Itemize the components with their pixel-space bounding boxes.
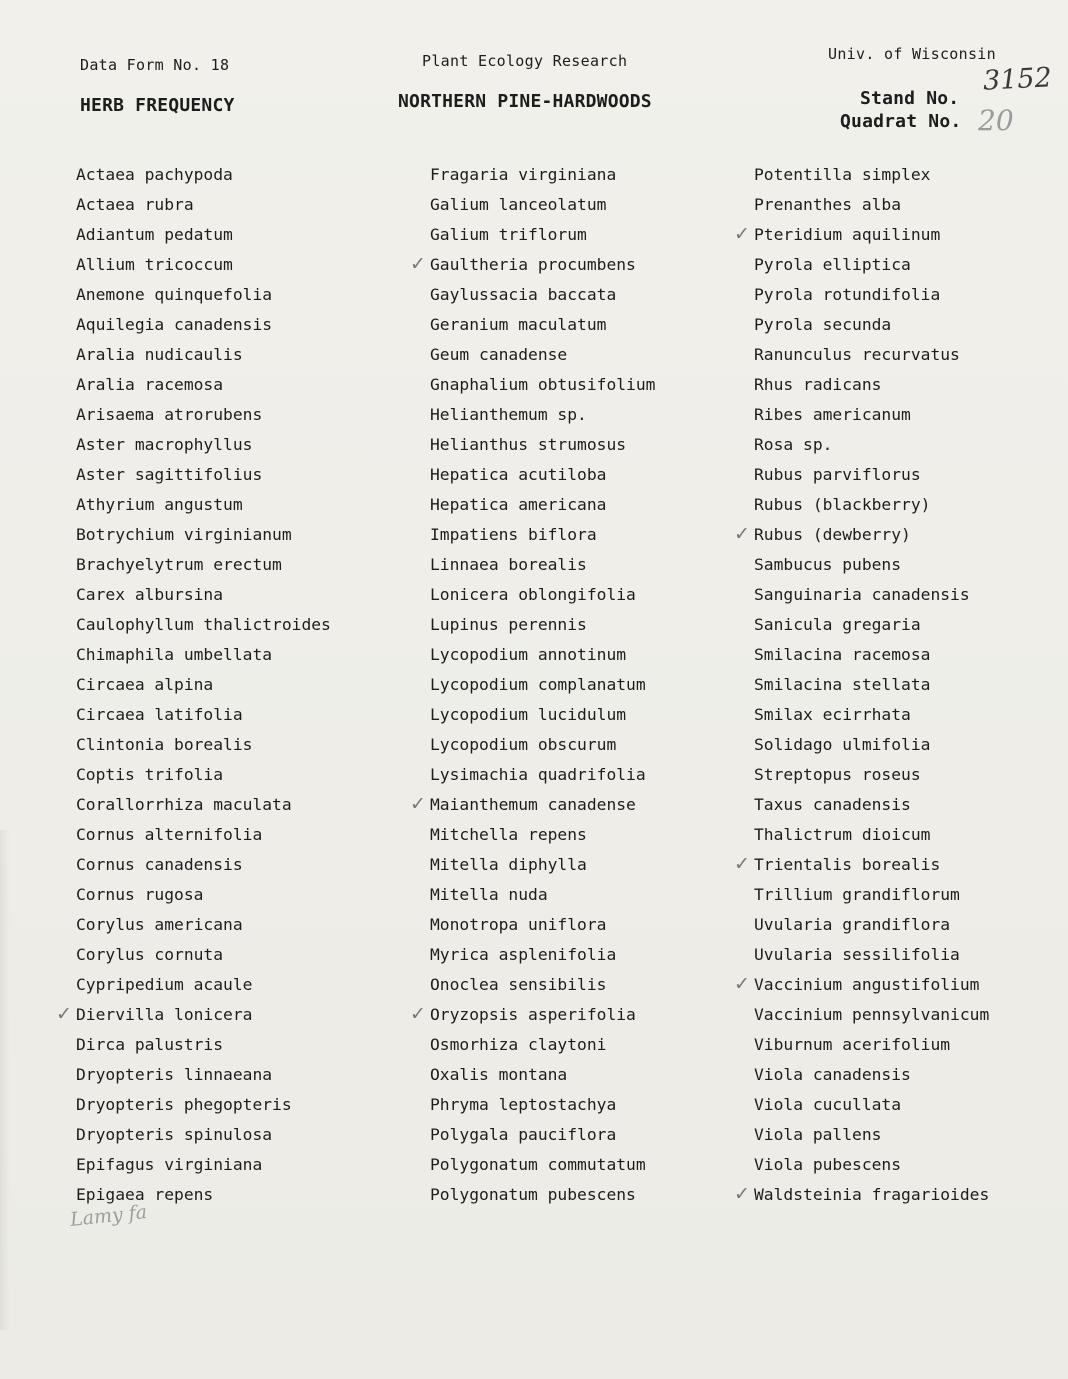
species-name: Allium tricoccum (76, 255, 233, 274)
species-item (754, 790, 989, 820)
species-name: Aquilegia canadensis (76, 315, 273, 334)
species-name: Coptis trifolia (76, 765, 224, 784)
species-item (430, 580, 655, 610)
species-name: Botrychium virginianum (76, 525, 292, 544)
species-name: Phryma leptostachya (430, 1095, 617, 1114)
species-item (76, 1120, 331, 1150)
species-item (76, 250, 331, 280)
species-item (430, 160, 655, 190)
species-item (754, 550, 989, 580)
species-item (430, 550, 655, 580)
species-item (410, 790, 655, 820)
species-name: Fragaria virginiana (430, 165, 617, 184)
check-mark-icon: ✓ (734, 973, 750, 995)
species-item (76, 370, 331, 400)
species-name: Actaea rubra (76, 195, 194, 214)
species-item (76, 520, 331, 550)
species-name: Galium triflorum (430, 225, 587, 244)
species-item (734, 520, 989, 550)
species-name: Athyrium angustum (76, 495, 243, 514)
species-item (430, 1060, 655, 1090)
species-item (430, 190, 655, 220)
check-mark-icon: ✓ (734, 853, 750, 875)
species-item (76, 430, 331, 460)
species-item (754, 670, 989, 700)
species-name: Cornus rugosa (76, 885, 204, 904)
species-name: Taxus canadensis (754, 795, 911, 814)
species-item (430, 670, 655, 700)
species-item (754, 1000, 989, 1030)
species-item (754, 940, 989, 970)
check-mark-icon: ✓ (410, 253, 426, 275)
species-name: Smilax ecirrhata (754, 705, 911, 724)
species-name: Vaccinium angustifolium (754, 975, 980, 994)
species-item (754, 1120, 989, 1150)
species-name: Lycopodium lucidulum (430, 705, 627, 724)
species-item (430, 310, 655, 340)
species-item (734, 850, 989, 880)
species-name: Polygala pauciflora (430, 1125, 617, 1144)
species-name: Potentilla simplex (754, 165, 931, 184)
species-item (754, 580, 989, 610)
species-name: Polygonatum commutatum (430, 1155, 646, 1174)
species-item (76, 1090, 331, 1120)
species-name: Streptopus roseus (754, 765, 921, 784)
species-item (76, 760, 331, 790)
species-name: Dirca palustris (76, 1035, 224, 1054)
species-item (76, 1030, 331, 1060)
species-name: Prenanthes alba (754, 195, 902, 214)
species-item (76, 880, 331, 910)
species-name: Epifagus virginiana (76, 1155, 263, 1174)
species-name: Sanguinaria canadensis (754, 585, 970, 604)
organization: Plant Ecology Research (422, 52, 628, 70)
species-item (754, 490, 989, 520)
stand-label: Stand No. (860, 88, 960, 109)
species-item (430, 760, 655, 790)
species-name: Anemone quinquefolia (76, 285, 273, 304)
species-item (430, 280, 655, 310)
species-name: Pyrola rotundifolia (754, 285, 941, 304)
species-name: Circaea alpina (76, 675, 214, 694)
species-name: Aralia racemosa (76, 375, 224, 394)
species-name: Viola pubescens (754, 1155, 902, 1174)
species-item (754, 1090, 989, 1120)
form-subtitle: NORTHERN PINE-HARDWOODS (398, 91, 652, 112)
species-name: Caulophyllum thalictroides (76, 615, 331, 634)
quadrat-label: Quadrat No. (840, 111, 962, 132)
species-name: Geum canadense (430, 345, 568, 364)
species-name: Epigaea repens (76, 1185, 214, 1204)
species-name: Maianthemum canadense (430, 795, 636, 814)
form-number: Data Form No. 18 (80, 56, 230, 74)
species-item (754, 340, 989, 370)
species-item (754, 640, 989, 670)
species-item (430, 430, 655, 460)
species-item (430, 970, 655, 1000)
species-name: Smilacina racemosa (754, 645, 931, 664)
species-item (76, 280, 331, 310)
species-name: Aster sagittifolius (76, 465, 263, 484)
species-item (76, 460, 331, 490)
species-item (734, 1180, 990, 1210)
species-item (754, 190, 989, 220)
species-item (430, 910, 655, 940)
species-name: Dryopteris linnaeana (76, 1065, 273, 1084)
species-name: Viburnum acerifolium (754, 1035, 951, 1054)
species-name: Gaylussacia baccata (430, 285, 617, 304)
species-name: Carex albursina (76, 585, 224, 604)
species-item (76, 700, 331, 730)
species-name: Sambucus pubens (754, 555, 902, 574)
species-name: Hepatica acutiloba (430, 465, 607, 484)
species-name: Rosa sp. (754, 435, 833, 454)
species-name: Corylus americana (76, 915, 243, 934)
species-item (430, 820, 655, 850)
species-item (76, 190, 331, 220)
species-item (76, 1060, 331, 1090)
species-name: Hepatica americana (430, 495, 607, 514)
check-mark-icon: ✓ (410, 793, 426, 815)
species-item (76, 550, 331, 580)
species-item (76, 1180, 331, 1210)
species-name: Onoclea sensibilis (430, 975, 607, 994)
species-item (76, 910, 331, 940)
species-name: Trientalis borealis (754, 855, 941, 874)
species-name: Uvularia sessilifolia (754, 945, 960, 964)
species-name: Rhus radicans (754, 375, 882, 394)
species-item (76, 820, 331, 850)
species-item (734, 970, 989, 1000)
species-name: Lonicera oblongifolia (430, 585, 636, 604)
species-item (410, 250, 655, 280)
species-name: Ribes americanum (754, 405, 911, 424)
species-name: Linnaea borealis (430, 555, 587, 574)
species-name: Diervilla lonicera (76, 1005, 253, 1024)
species-item (430, 1090, 655, 1120)
species-column-3 (734, 160, 990, 1210)
species-item (754, 610, 989, 640)
species-item (430, 400, 655, 430)
species-item (430, 730, 655, 760)
species-item (430, 700, 655, 730)
species-item (76, 730, 331, 760)
check-mark-icon: ✓ (734, 223, 750, 245)
species-item (430, 1180, 655, 1210)
species-item (754, 1150, 989, 1180)
species-item (76, 670, 331, 700)
species-name: Gnaphalium obtusifolium (430, 375, 656, 394)
species-name: Gaultheria procumbens (430, 255, 636, 274)
species-name: Cypripedium acaule (76, 975, 253, 994)
species-item (754, 820, 989, 850)
species-name: Oryzopsis asperifolia (430, 1005, 636, 1024)
species-item (76, 640, 331, 670)
species-name: Osmorhiza claytoni (430, 1035, 607, 1054)
species-item (430, 1030, 655, 1060)
species-name: Corylus cornuta (76, 945, 224, 964)
species-name: Lysimachia quadrifolia (430, 765, 646, 784)
species-name: Aster macrophyllus (76, 435, 253, 454)
species-item (76, 790, 331, 820)
species-item (76, 340, 331, 370)
species-name: Monotropa uniflora (430, 915, 607, 934)
species-item (76, 160, 331, 190)
quadrat-number-handwritten: 20 (978, 104, 1014, 137)
species-name: Galium lanceolatum (430, 195, 607, 214)
species-name: Circaea latifolia (76, 705, 243, 724)
species-item (754, 430, 989, 460)
species-item (430, 460, 655, 490)
species-item (754, 700, 989, 730)
species-item (76, 310, 331, 340)
stand-number-handwritten: 3152 (982, 62, 1053, 97)
species-item (430, 610, 655, 640)
species-name: Brachyelytrum erectum (76, 555, 282, 574)
species-column-1 (56, 160, 331, 1210)
species-item (754, 460, 989, 490)
species-item (754, 160, 989, 190)
species-item (430, 220, 655, 250)
species-name: Smilacina stellata (754, 675, 931, 694)
check-mark-icon: ✓ (734, 1183, 750, 1205)
species-name: Aralia nudicaulis (76, 345, 243, 364)
species-item (430, 850, 655, 880)
species-name: Mitella nuda (430, 885, 548, 904)
species-item (754, 250, 989, 280)
species-item (76, 490, 331, 520)
species-item (430, 520, 655, 550)
species-item (754, 310, 989, 340)
species-item (430, 640, 655, 670)
species-item (430, 880, 655, 910)
species-name: Dryopteris phegopteris (76, 1095, 292, 1114)
species-item (430, 940, 655, 970)
species-name: Myrica asplenifolia (430, 945, 617, 964)
species-name: Lycopodium annotinum (430, 645, 627, 664)
species-name: Chimaphila umbellata (76, 645, 273, 664)
species-item (76, 580, 331, 610)
university: Univ. of Wisconsin (828, 45, 996, 63)
species-item (754, 280, 989, 310)
species-name: Rubus parviflorus (754, 465, 921, 484)
species-name: Polygonatum pubescens (430, 1185, 636, 1204)
species-item (754, 370, 989, 400)
species-name: Pteridium aquilinum (754, 225, 941, 244)
species-item (734, 220, 989, 250)
species-name: Rubus (blackberry) (754, 495, 931, 514)
species-name: Waldsteinia fragarioides (754, 1185, 990, 1204)
species-item (754, 400, 989, 430)
species-name: Vaccinium pennsylvanicum (754, 1005, 990, 1024)
species-name: Solidago ulmifolia (754, 735, 931, 754)
margin-note-handwritten: Lamy fa (69, 1201, 149, 1231)
species-name: Clintonia borealis (76, 735, 253, 754)
form-title: HERB FREQUENCY (80, 95, 235, 116)
species-name: Helianthus strumosus (430, 435, 627, 454)
species-item (430, 1120, 655, 1150)
species-name: Dryopteris spinulosa (76, 1125, 273, 1144)
species-name: Geranium maculatum (430, 315, 607, 334)
species-item (76, 1150, 331, 1180)
species-item (754, 880, 989, 910)
species-item (76, 940, 331, 970)
species-name: Mitella diphylla (430, 855, 587, 874)
species-name: Thalictrum dioicum (754, 825, 931, 844)
species-name: Adiantum pedatum (76, 225, 233, 244)
species-item (76, 610, 331, 640)
species-name: Rubus (dewberry) (754, 525, 911, 544)
check-mark-icon: ✓ (56, 1003, 72, 1025)
species-item (76, 850, 331, 880)
species-item (754, 760, 989, 790)
species-name: Corallorrhiza maculata (76, 795, 292, 814)
species-column-2 (410, 160, 656, 1210)
species-name: Lycopodium complanatum (430, 675, 646, 694)
species-name: Mitchella repens (430, 825, 587, 844)
species-item (410, 1000, 655, 1030)
species-name: Trillium grandiflorum (754, 885, 960, 904)
species-name: Lupinus perennis (430, 615, 587, 634)
paper-fold-shadow (0, 830, 10, 1330)
species-item (430, 370, 655, 400)
species-item (430, 340, 655, 370)
species-item (430, 490, 655, 520)
species-item (76, 220, 331, 250)
species-name: Pyrola elliptica (754, 255, 911, 274)
species-name: Actaea pachypoda (76, 165, 233, 184)
species-item (754, 1060, 989, 1090)
species-name: Helianthemum sp. (430, 405, 587, 424)
species-name: Cornus alternifolia (76, 825, 263, 844)
species-item (56, 1000, 331, 1030)
species-name: Viola pallens (754, 1125, 882, 1144)
species-name: Uvularia grandiflora (754, 915, 951, 934)
species-item (76, 400, 331, 430)
species-item (754, 730, 989, 760)
species-item (76, 970, 331, 1000)
check-mark-icon: ✓ (734, 523, 750, 545)
species-item (754, 910, 989, 940)
species-name: Ranunculus recurvatus (754, 345, 960, 364)
species-name: Pyrola secunda (754, 315, 892, 334)
species-item (754, 1030, 989, 1060)
species-name: Viola cucullata (754, 1095, 902, 1114)
species-name: Oxalis montana (430, 1065, 568, 1084)
species-name: Viola canadensis (754, 1065, 911, 1084)
species-name: Impatiens biflora (430, 525, 597, 544)
species-item (430, 1150, 655, 1180)
species-name: Lycopodium obscurum (430, 735, 617, 754)
check-mark-icon: ✓ (410, 1003, 426, 1025)
species-name: Sanicula gregaria (754, 615, 921, 634)
species-name: Arisaema atrorubens (76, 405, 263, 424)
species-name: Cornus canadensis (76, 855, 243, 874)
